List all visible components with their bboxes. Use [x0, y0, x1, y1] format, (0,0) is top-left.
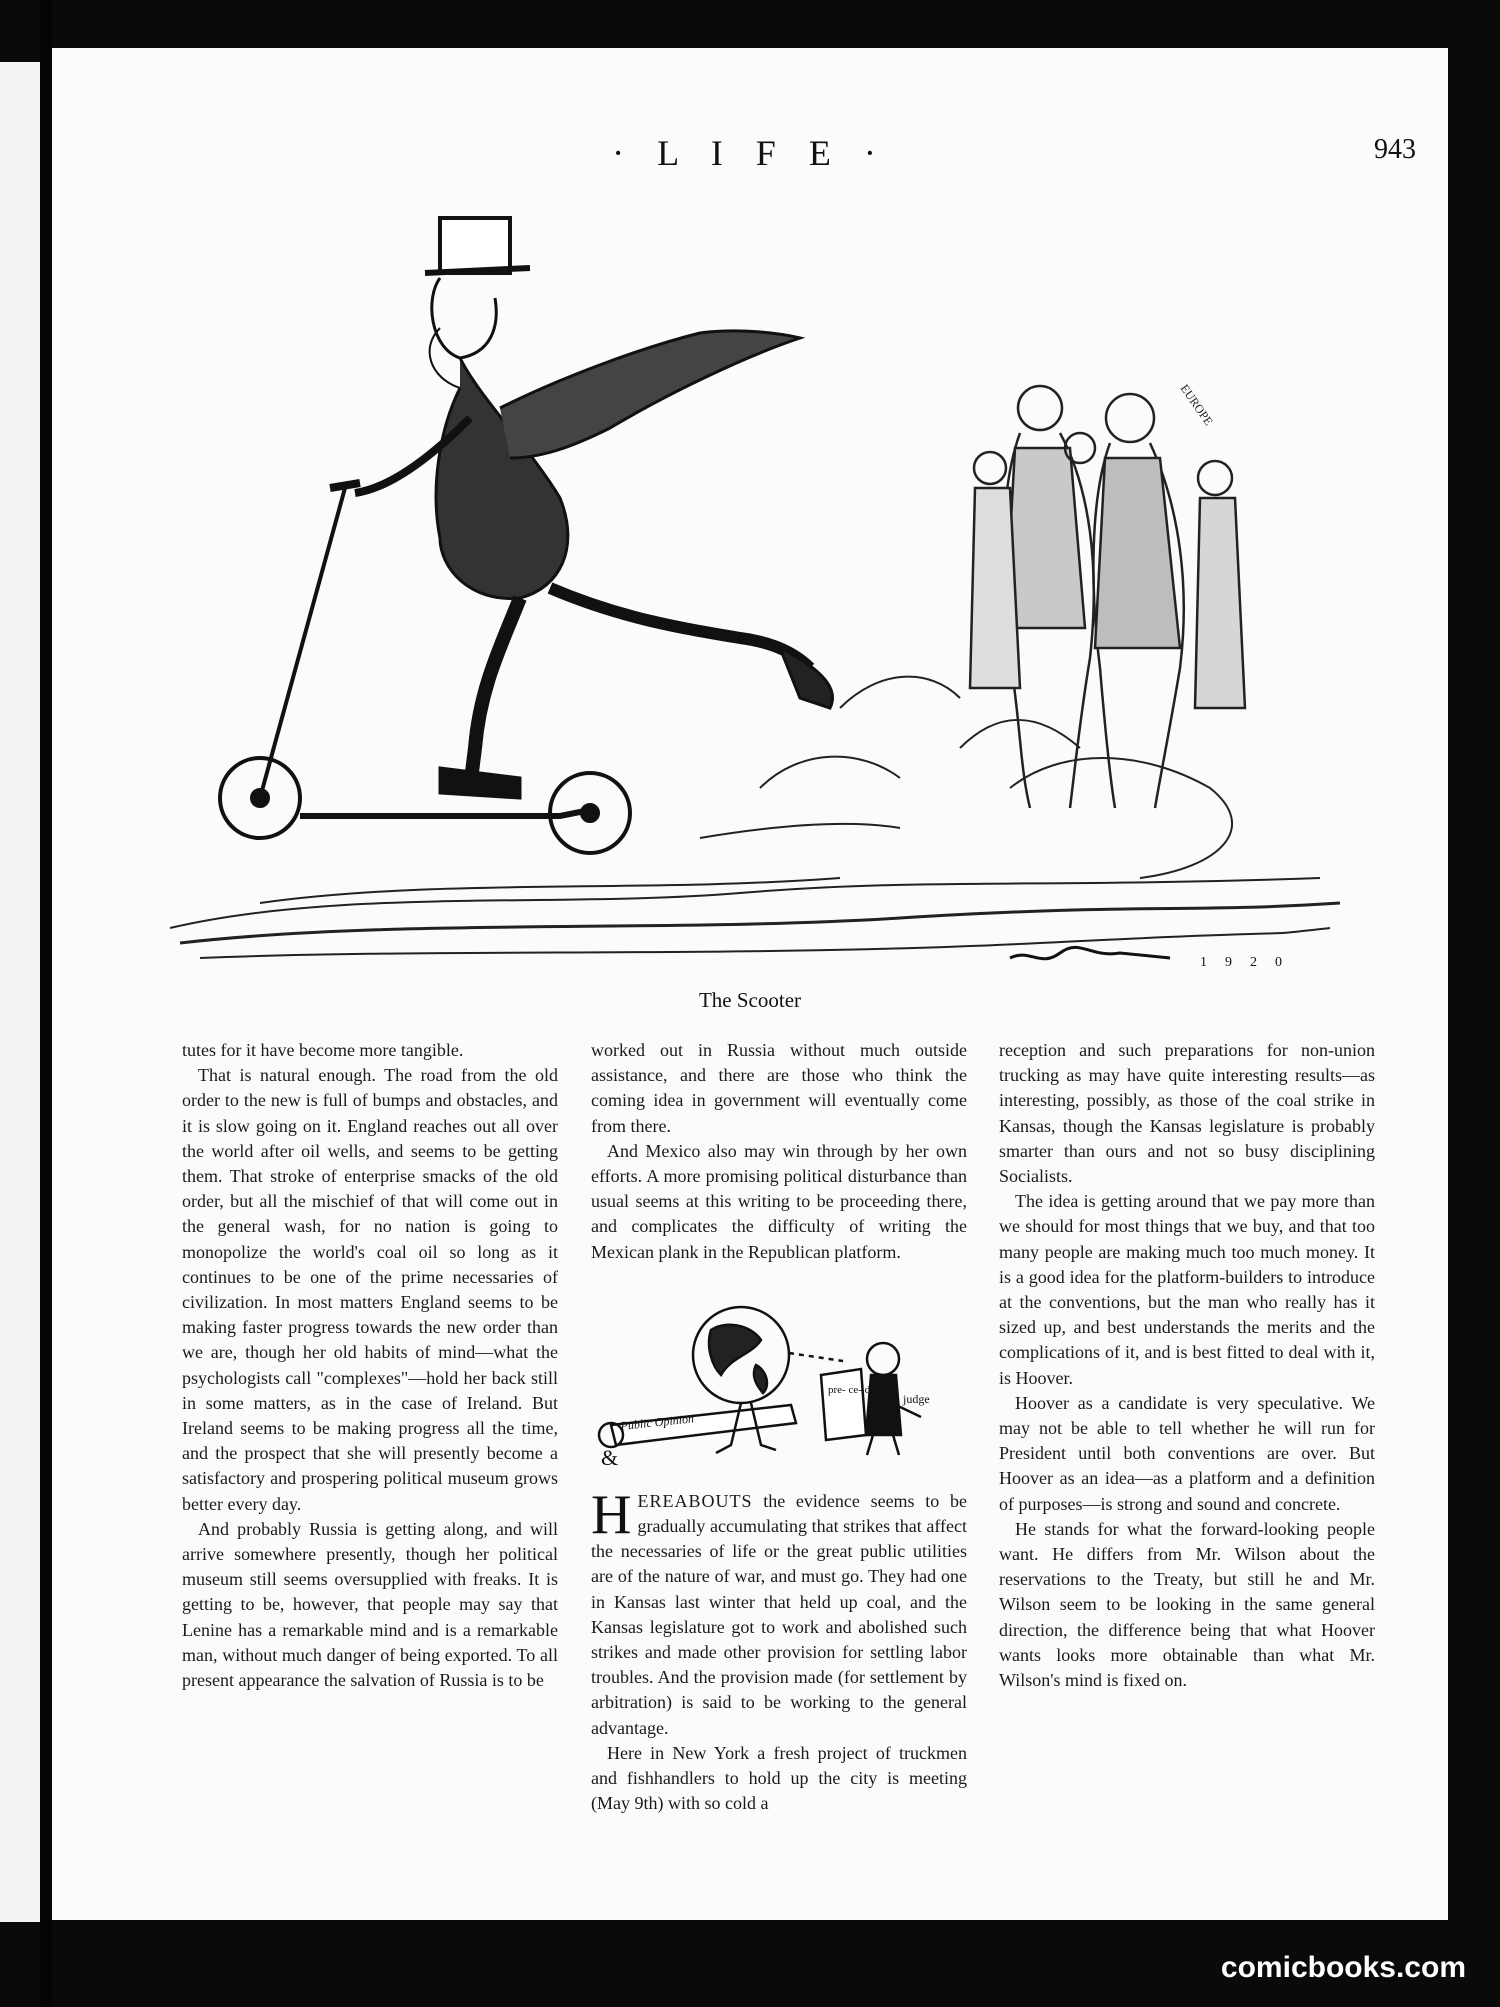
adjacent-page-edge: [0, 62, 40, 1922]
artist-signature: 1920: [1200, 955, 1300, 970]
uncle-sam-figure: [355, 218, 833, 798]
cartoon-caption: The Scooter: [698, 988, 802, 1012]
masthead: · L I F E ·: [612, 133, 888, 173]
text-column-1: [182, 1038, 558, 1693]
artist-signature-group: [1010, 947, 1300, 970]
binding-gap: [40, 0, 52, 2007]
judge-label: judge: [903, 1391, 930, 1406]
paragraph: That is natural enough. The road from the old order to the new is full of bumps and obstacles, and it is slow going on it. England reaches out all over the world after oil wells, and seems to be getting them. That stroke of enterprise smacks of the old order, but all the mischief of that will come out in the general wash, for no nation is going to monopolize the world's coal oil so long as it continues to be one of the prime necessaries of civilization. In most matters England seems to be making faster progress towards the new order than we are, though her old habits of mind—what the psychologists call "complexes"—hold her back still in some matters, as in the case of Ireland. But Ireland seems to be making progress all the time, and the prospect that she will presently become a satisfactory and prospering political museum grows better every day.: [182, 1065, 558, 1514]
paragraph: Here in New York a fresh project of truckmen and fishhandlers to hold up the city is meeting (May 9th) with so cold a: [591, 1742, 967, 1814]
page-number: 943: [1374, 134, 1416, 165]
precedent-label: pre- ce- dent: [828, 1383, 884, 1396]
paragraph: And probably Russia is getting along, and will arrive somewhere presently, though her political museum still seems oversupplied with freaks. It is getting to be, however, that people may say that Lenine has a remarkable mind and is a remarkable man, without much danger of being exported. To all present appearance the salvation of Russia is to be: [182, 1518, 558, 1691]
drop-cap: H: [591, 1483, 632, 1546]
public-opinion-cartoon: [591, 1285, 967, 1475]
paragraph-hereabouts: [591, 1483, 967, 1741]
paragraph: worked out in Russia without much outside assistance, and there are those who think the coming idea in government will eventually come from there.: [591, 1040, 967, 1136]
paragraph: He stands for what the forward-looking people want. He differs from Mr. Wilson about the reservations to the Treaty, but still he and Mr. Wilson seem to be looking in the same general direction, the difference being that what Hoover wants looks more obtainable than what Mr. Wilson's mind is fixed on.: [999, 1518, 1375, 1691]
paragraph: reception and such preparations for non-union trucking as may have quite interesting results—as interesting, possibly, as those of the coal strike in Kansas, though the Kansas legislature is probably smarter than ours and not so busy disciplining Socialists.: [999, 1040, 1375, 1187]
paragraph: And Mexico also may win through by her own efforts. A more promising political disturbance than usual seems at this writing to be proceeding there, and complicates the difficulty of writing the Mexican plank in the Republican platform.: [591, 1140, 967, 1262]
site-watermark: comicbooks.com: [1220, 1951, 1466, 1984]
public-opinion-label: Public Opinion: [619, 1411, 695, 1433]
paragraph-text: the evidence seems to be gradually accumulating that strikes that affect the necessaries of life or the great public utilities are of the nature of war, and must go. They had one in Kansas last winter that held up coal, and the Kansas legislature got to work and abolished such strikes and made other provision for settling labor troubles. And the provision made (for settlement by arbitration) is said to be working to the general advantage.: [591, 1490, 967, 1738]
text-column-2: [591, 1038, 967, 1816]
text-column-3: [999, 1038, 1375, 1693]
europe-label: EUROPE: [1177, 381, 1216, 428]
europe-crowd: [970, 382, 1245, 808]
paragraph: tutes for it have become more tangible.: [182, 1040, 464, 1060]
paragraph: The idea is getting around that we pay more than we should for most things that we buy, and that too many people are making much too much money. It is a good idea for the platform-builders to introduce at the conventions, but the man who really has it sized up, and best understands the merits and the complications of it, and is best fitted to deal with it, is Hoover.: [999, 1191, 1375, 1388]
svg-text:&: &: [601, 1444, 619, 1470]
lead-in: EREABOUTS: [637, 1490, 753, 1511]
paragraph: Hoover as a candidate is very speculative. We may not be able to tell whether he will run for President until both conventions are over. But Hoover as an idea—as a platform and a definition of purposes—is strong and sound and concrete.: [999, 1392, 1375, 1514]
scooter-cartoon: [140, 188, 1400, 988]
magazine-page: [52, 48, 1448, 1920]
